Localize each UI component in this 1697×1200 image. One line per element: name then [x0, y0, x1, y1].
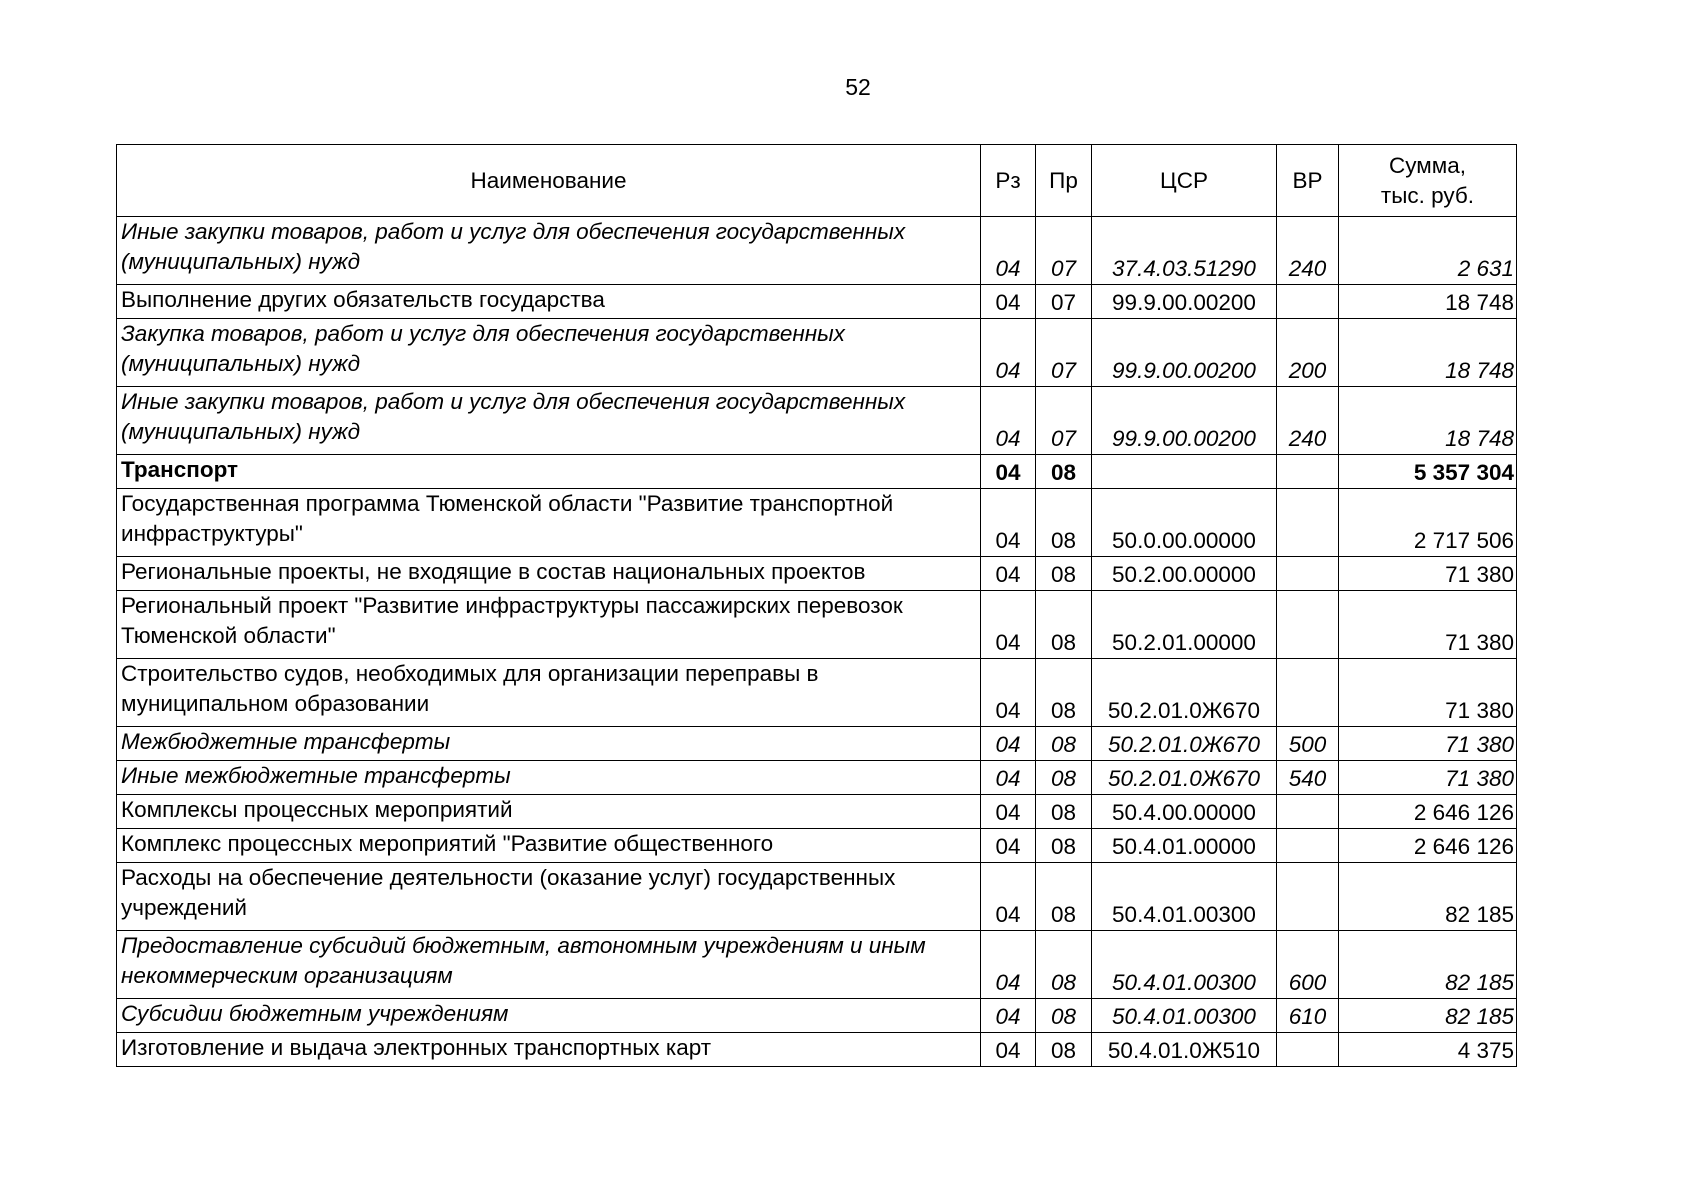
cell-csr: 99.9.00.00200: [1092, 285, 1277, 319]
cell-vr: 240: [1277, 387, 1339, 455]
cell-rz: 04: [981, 557, 1036, 591]
column-header-name: Наименование: [117, 145, 981, 217]
column-header-rz: Рз: [981, 145, 1036, 217]
cell-name: Иные межбюджетные трансферты: [117, 761, 981, 795]
cell-rz: 04: [981, 285, 1036, 319]
cell-pr: 08: [1036, 1033, 1092, 1067]
cell-name: Иные закупки товаров, работ и услуг для обеспечения государственных (муниципальных) нужд: [117, 387, 981, 455]
cell-csr: 50.4.01.00300: [1092, 999, 1277, 1033]
cell-csr: 50.2.00.00000: [1092, 557, 1277, 591]
cell-pr: 08: [1036, 659, 1092, 727]
cell-name: Изготовление и выдача электронных транспортных карт: [117, 1033, 981, 1067]
cell-rz: 04: [981, 1033, 1036, 1067]
column-header-sum: [1339, 145, 1517, 217]
cell-csr: 50.2.01.0Ж670: [1092, 659, 1277, 727]
cell-csr: 37.4.03.51290: [1092, 217, 1277, 285]
cell-name: Межбюджетные трансферты: [117, 727, 981, 761]
cell-sum: 71 380: [1339, 727, 1517, 761]
cell-rz: 04: [981, 455, 1036, 489]
cell-vr: [1277, 285, 1339, 319]
cell-sum: 2 717 506: [1339, 489, 1517, 557]
table-row: [117, 659, 1517, 727]
cell-sum: 82 185: [1339, 999, 1517, 1033]
cell-sum: 71 380: [1339, 557, 1517, 591]
table-row: [117, 761, 1517, 795]
column-header-pr: Пр: [1036, 145, 1092, 217]
cell-pr: 08: [1036, 591, 1092, 659]
cell-csr: 99.9.00.00200: [1092, 319, 1277, 387]
cell-pr: 08: [1036, 557, 1092, 591]
cell-csr: 50.2.01.0Ж670: [1092, 727, 1277, 761]
column-header-csr: ЦСР: [1092, 145, 1277, 217]
cell-rz: 04: [981, 829, 1036, 863]
cell-pr: 07: [1036, 319, 1092, 387]
page-number: 52: [845, 74, 871, 100]
cell-vr: 600: [1277, 931, 1339, 999]
cell-vr: [1277, 795, 1339, 829]
table-row: [117, 863, 1517, 931]
cell-name: Закупка товаров, работ и услуг для обеспечения государственных (муниципальных) нужд: [117, 319, 981, 387]
cell-pr: 08: [1036, 829, 1092, 863]
cell-vr: 500: [1277, 727, 1339, 761]
cell-sum: 18 748: [1339, 319, 1517, 387]
cell-rz: 04: [981, 761, 1036, 795]
cell-rz: 04: [981, 795, 1036, 829]
cell-name: Региональный проект "Развитие инфраструктуры пассажирских перевозок Тюменской области": [117, 591, 981, 659]
cell-rz: 04: [981, 217, 1036, 285]
cell-vr: 610: [1277, 999, 1339, 1033]
cell-sum: 18 748: [1339, 387, 1517, 455]
table-row: [117, 829, 1517, 863]
table-row: [117, 557, 1517, 591]
cell-csr: 50.0.00.00000: [1092, 489, 1277, 557]
cell-name: Строительство судов, необходимых для организации переправы в муниципальном образовании: [117, 659, 981, 727]
cell-name: Расходы на обеспечение деятельности (оказание услуг) государственных учреждений: [117, 863, 981, 931]
cell-vr: [1277, 489, 1339, 557]
cell-rz: 04: [981, 591, 1036, 659]
cell-sum: 18 748: [1339, 285, 1517, 319]
table-row: [117, 591, 1517, 659]
cell-vr: [1277, 591, 1339, 659]
cell-sum: 82 185: [1339, 931, 1517, 999]
cell-vr: [1277, 455, 1339, 489]
table-row: [117, 217, 1517, 285]
cell-sum: 71 380: [1339, 659, 1517, 727]
cell-sum: 71 380: [1339, 591, 1517, 659]
cell-pr: 08: [1036, 999, 1092, 1033]
cell-rz: 04: [981, 727, 1036, 761]
cell-csr: [1092, 455, 1277, 489]
cell-rz: 04: [981, 489, 1036, 557]
cell-vr: [1277, 829, 1339, 863]
cell-csr: 50.4.01.00300: [1092, 931, 1277, 999]
table-header: [117, 145, 1517, 217]
cell-pr: 07: [1036, 285, 1092, 319]
cell-sum: 71 380: [1339, 761, 1517, 795]
cell-pr: 08: [1036, 455, 1092, 489]
cell-csr: 50.4.01.0Ж510: [1092, 1033, 1277, 1067]
cell-name: Иные закупки товаров, работ и услуг для обеспечения государственных (муниципальных) нужд: [117, 217, 981, 285]
cell-name: Комплекс процессных мероприятий "Развитие общественного: [117, 829, 981, 863]
cell-pr: 08: [1036, 795, 1092, 829]
cell-csr: 50.2.01.0Ж670: [1092, 761, 1277, 795]
cell-pr: 08: [1036, 489, 1092, 557]
cell-pr: 07: [1036, 217, 1092, 285]
cell-sum: 2 646 126: [1339, 829, 1517, 863]
cell-pr: 08: [1036, 863, 1092, 931]
cell-csr: 50.2.01.00000: [1092, 591, 1277, 659]
table-row: [117, 455, 1517, 489]
cell-name: Транспорт: [117, 455, 981, 489]
column-header-sum-line1: Сумма,: [1389, 152, 1466, 178]
table-row: [117, 387, 1517, 455]
budget-table: [116, 144, 1517, 1067]
table-row: [117, 1033, 1517, 1067]
cell-name: Субсидии бюджетным учреждениям: [117, 999, 981, 1033]
cell-rz: 04: [981, 863, 1036, 931]
cell-name: Выполнение других обязательств государства: [117, 285, 981, 319]
cell-pr: 08: [1036, 931, 1092, 999]
column-header-sum-line2: тыс. руб.: [1380, 182, 1475, 208]
cell-vr: 540: [1277, 761, 1339, 795]
cell-sum: 5 357 304: [1339, 455, 1517, 489]
table-row: [117, 489, 1517, 557]
cell-rz: 04: [981, 999, 1036, 1033]
table-row: [117, 727, 1517, 761]
cell-pr: 08: [1036, 727, 1092, 761]
cell-name: Государственная программа Тюменской области "Развитие транспортной инфраструктуры": [117, 489, 981, 557]
cell-rz: 04: [981, 387, 1036, 455]
cell-vr: [1277, 1033, 1339, 1067]
table-row: [117, 285, 1517, 319]
cell-rz: 04: [981, 659, 1036, 727]
cell-rz: 04: [981, 319, 1036, 387]
table-row: [117, 795, 1517, 829]
cell-pr: 07: [1036, 387, 1092, 455]
column-header-vr: ВР: [1277, 145, 1339, 217]
cell-vr: [1277, 863, 1339, 931]
cell-sum: 2 646 126: [1339, 795, 1517, 829]
cell-vr: [1277, 659, 1339, 727]
cell-name: Предоставление субсидий бюджетным, автономным учреждениям и иным некоммерческим организациям: [117, 931, 981, 999]
cell-name: Региональные проекты, не входящие в состав национальных проектов: [117, 557, 981, 591]
cell-name: Комплексы процессных мероприятий: [117, 795, 981, 829]
cell-sum: 4 375: [1339, 1033, 1517, 1067]
cell-csr: 50.4.01.00000: [1092, 829, 1277, 863]
cell-sum: 2 631: [1339, 217, 1517, 285]
cell-rz: 04: [981, 931, 1036, 999]
cell-vr: [1277, 557, 1339, 591]
cell-pr: 08: [1036, 761, 1092, 795]
cell-csr: 50.4.00.00000: [1092, 795, 1277, 829]
table-row: [117, 931, 1517, 999]
table-row: [117, 999, 1517, 1033]
cell-vr: 200: [1277, 319, 1339, 387]
cell-vr: 240: [1277, 217, 1339, 285]
cell-sum: 82 185: [1339, 863, 1517, 931]
table-row: [117, 319, 1517, 387]
cell-csr: 50.4.01.00300: [1092, 863, 1277, 931]
cell-csr: 99.9.00.00200: [1092, 387, 1277, 455]
